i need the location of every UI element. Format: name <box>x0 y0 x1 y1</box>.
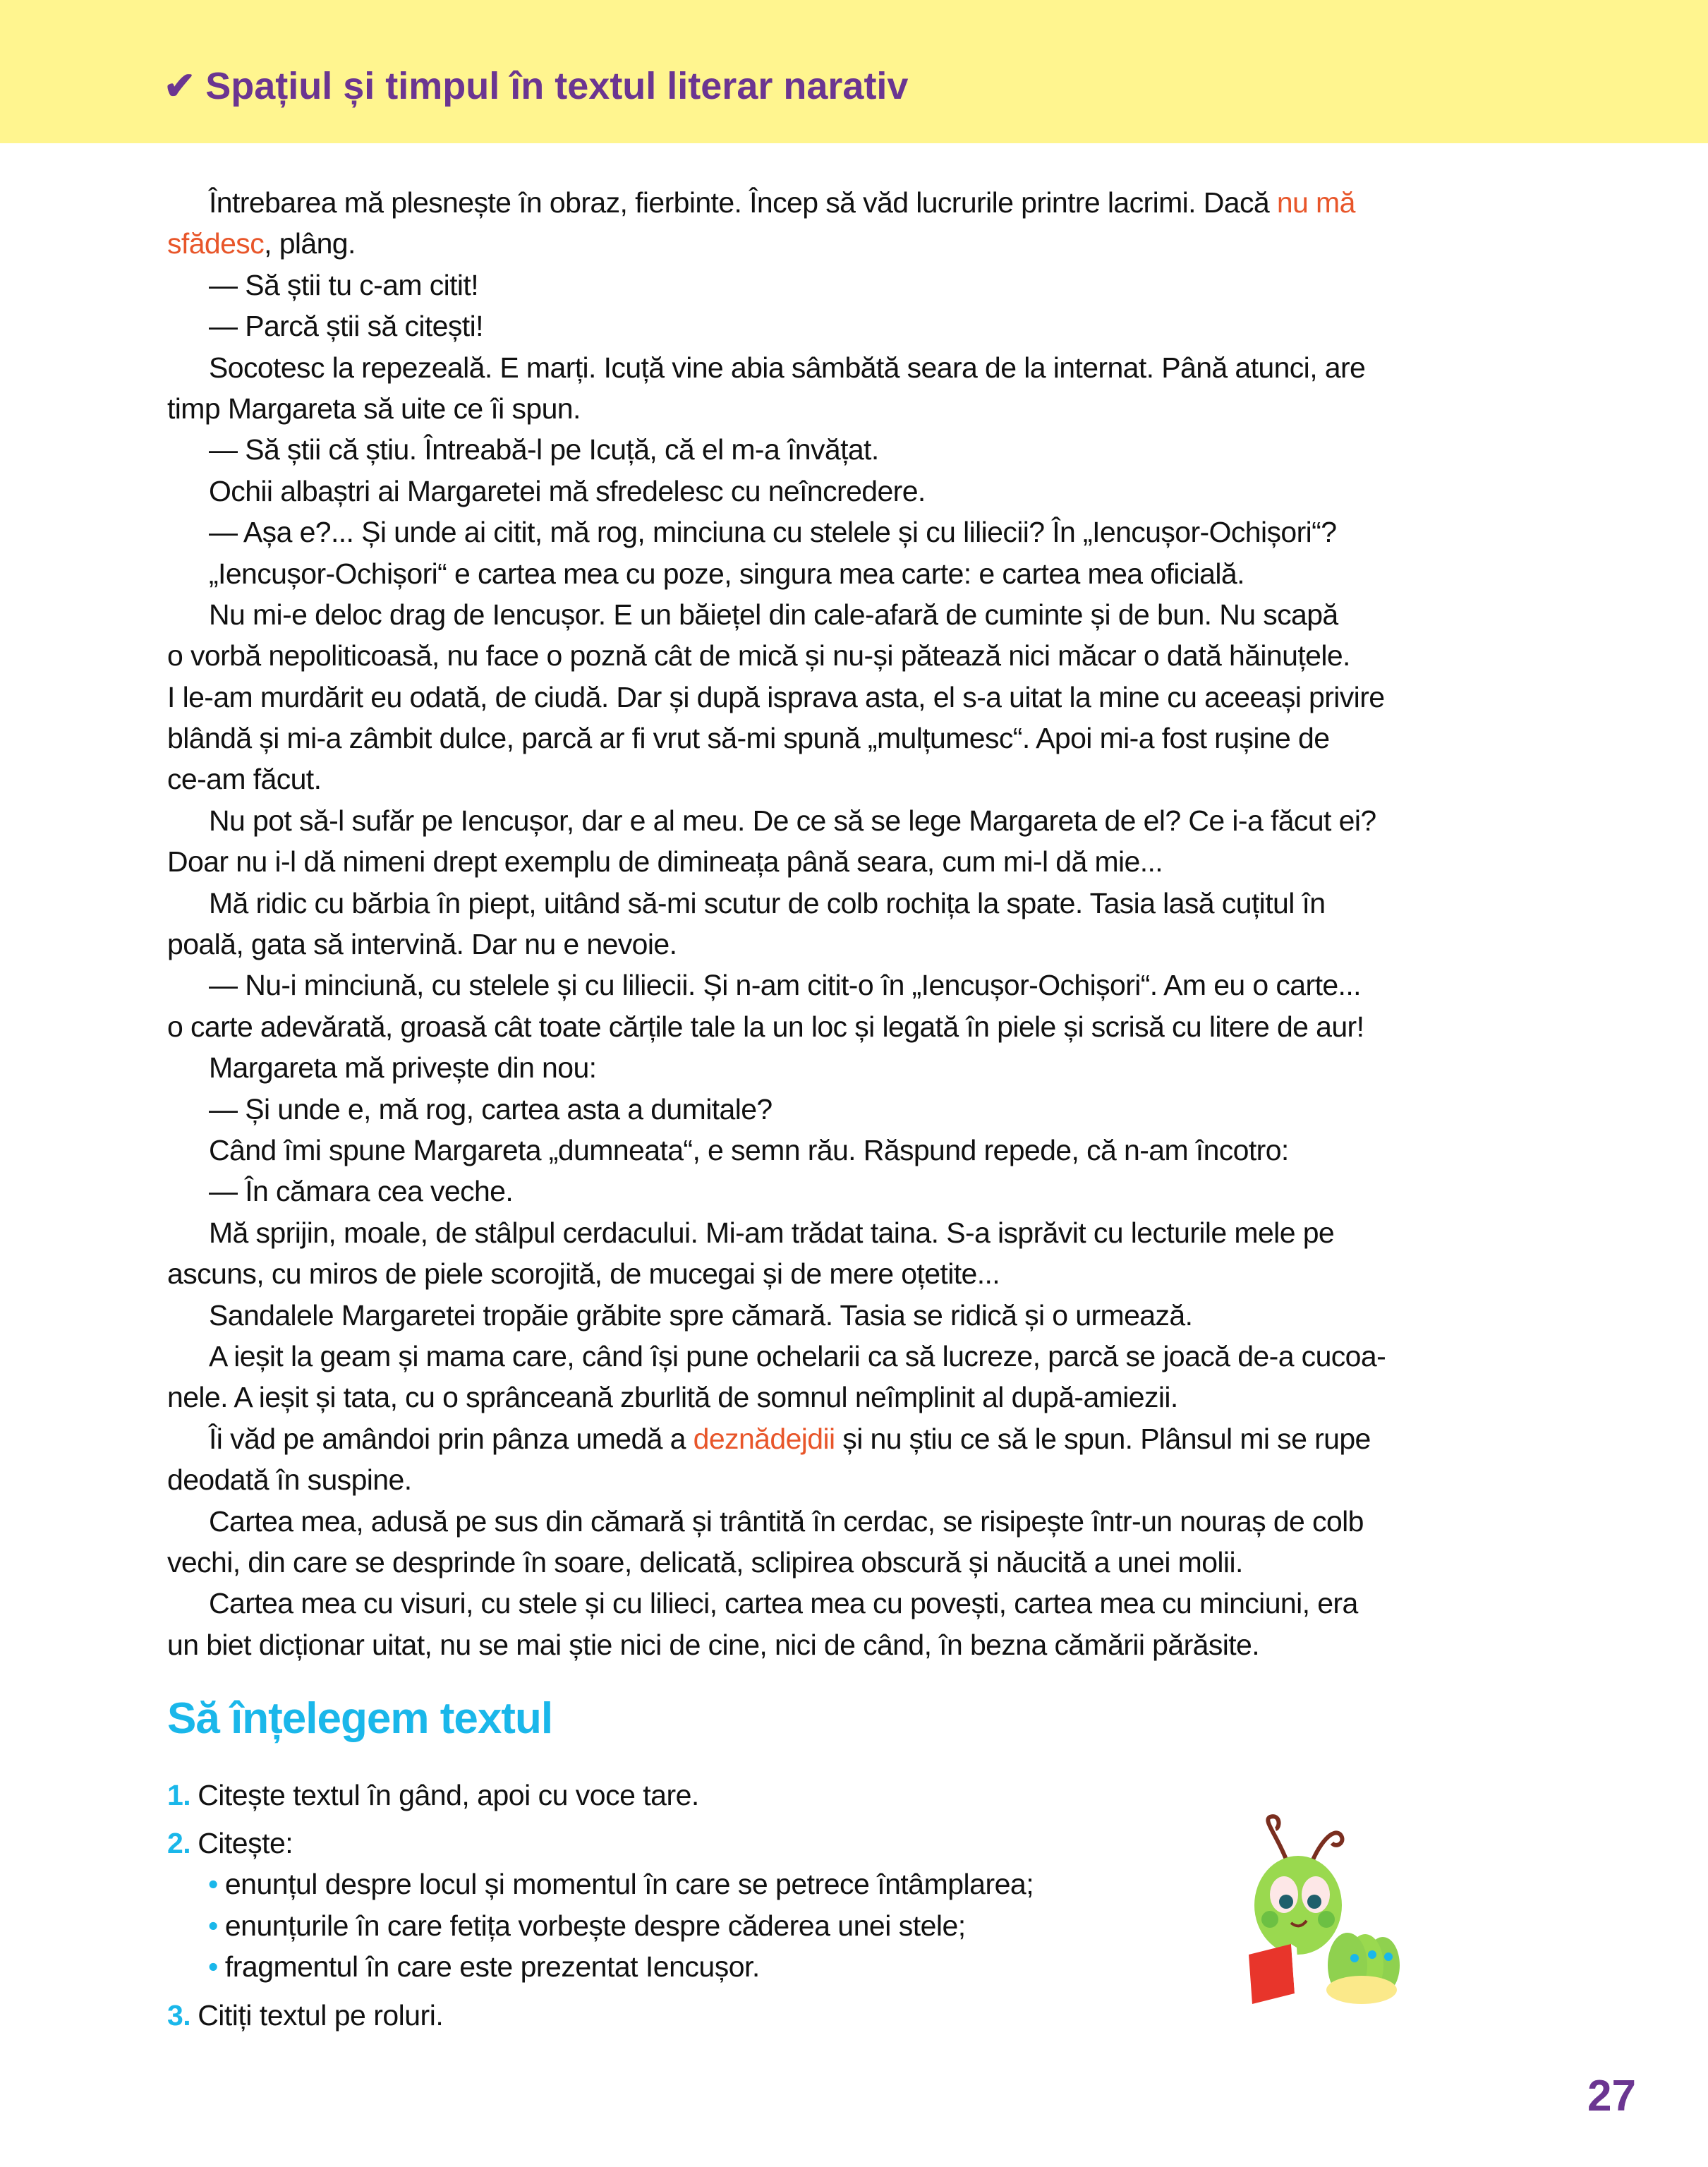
story-line <box>167 1501 1546 1542</box>
section-heading: Să înțelegem textul <box>167 1694 553 1743</box>
story-line <box>167 1171 1546 1212</box>
story-text-segment: ce-am făcut. <box>167 763 322 796</box>
story-text-segment: Când îmi spune Margareta „dumneata“, e semn rău. Răspund repede, că n-am încotro: <box>209 1133 1289 1166</box>
task-item <box>167 1995 1034 2036</box>
story-text-segment: Margareta mă privește din nou: <box>209 1051 597 1085</box>
story-text-segment: Întrebarea mă plesnește în obraz, fierbinte. Încep să văd lucrurile printre lacrimi. Dacă <box>209 186 1277 219</box>
story-text-segment: Sandalele Margaretei tropăie grăbite spre cămară. Tasia se ridică și o urmează. <box>209 1298 1193 1332</box>
story-text-segment: Mă ridic cu bărbia în piept, uitând să-mi scutur de colb rochița la spate. Tasia lasă cuțitul în <box>209 886 1326 919</box>
story-text-segment: Cartea mea cu visuri, cu stele și cu lilieci, cartea mea cu povești, cartea mea cu minciuni, era <box>209 1587 1358 1620</box>
chapter-title-text: Spațiul și timpul în textul literar narativ <box>205 65 909 107</box>
story-text-segment: Ochii albaștri ai Margaretei mă sfredelesc cu neîncredere. <box>209 474 926 507</box>
story-line <box>167 1542 1546 1583</box>
story-line <box>167 1212 1546 1253</box>
story-text-segment: Doar nu i-l dă nimeni drept exemplu de dimineața până seara, cum mi-l dă mie... <box>167 845 1163 879</box>
story-text-segment: și nu știu ce să le spun. Plânsul mi se rupe <box>835 1422 1371 1455</box>
story-line <box>167 635 1546 676</box>
story-line <box>167 1295 1546 1336</box>
story-line <box>167 1089 1546 1130</box>
story-line <box>167 883 1546 924</box>
story-text-segment: — Și unde e, mă rog, cartea asta a dumitale? <box>209 1092 773 1125</box>
story-line <box>167 265 1546 306</box>
task-list <box>167 1775 1034 2036</box>
story-line <box>167 677 1546 718</box>
story-text-segment: blândă și mi-a zâmbit dulce, parcă ar fi vrut să-mi spună „mulțumesc“. Apoi mi-a fost rușine de <box>167 722 1330 755</box>
task-number: 3. <box>167 1998 191 2032</box>
story-text-segment: Mă sprijin, moale, de stâlpul cerdacului. Mi-am trădat taina. S-a isprăvit cu lecturile mele pe <box>209 1216 1335 1249</box>
story-text-segment: timp Margareta să uite ce îi spun. <box>167 392 581 425</box>
story-text-segment: , plâng. <box>264 227 356 260</box>
task-item <box>167 1775 1034 1816</box>
story-line <box>167 1583 1546 1624</box>
story-line <box>167 471 1546 512</box>
story-text-segment: Cartea mea, adusă pe sus din cămară și trântită în cerdac, se risipește într-un nouraș de colb <box>209 1504 1364 1538</box>
story-text-segment: Socotesc la repezeală. E marți. Icuță vine abia sâmbătă seara de la internat. Până atunci, are <box>209 351 1366 384</box>
story-text-segment: poală, gata să intervină. Dar nu e nevoie. <box>167 928 677 961</box>
story-text-segment: — Parcă știi să citești! <box>209 310 483 343</box>
chapter-title <box>164 64 908 108</box>
bullet-icon: • <box>208 1909 218 1942</box>
story-text-segment: deodată în suspine. <box>167 1463 412 1497</box>
task-text: Citiți textul pe roluri. <box>198 1998 444 2032</box>
story-line <box>167 182 1546 223</box>
story-text <box>167 182 1546 1665</box>
story-text-segment: „Iencușor-Ochișori“ e cartea mea cu poze, singura mea carte: e cartea mea oficială. <box>209 557 1244 590</box>
story-text-segment: o carte adevărată, groasă cât toate cărțile tale la un loc și legată în piele și scrisă cu litere de aur! <box>167 1010 1364 1043</box>
story-text-segment: vechi, din care se desprinde în soare, delicată, sclipirea obscură și năucită a unei molii. <box>167 1545 1243 1579</box>
story-line <box>167 553 1546 594</box>
task-number: 2. <box>167 1827 191 1859</box>
story-line <box>167 429 1546 470</box>
story-line <box>167 1459 1546 1500</box>
story-line <box>167 306 1546 346</box>
story-line <box>167 924 1546 965</box>
story-text-segment: — Așa e?... Și unde ai citit, mă rog, minciuna cu stelele și cu liliecii? În „Iencușor-Ochișori“? <box>209 516 1337 549</box>
story-text-segment: A ieșit la geam și mama care, când își pune ochelarii ca să lucreze, parcă se joacă de-a cucoa- <box>209 1339 1386 1372</box>
subitem <box>167 1905 1034 1947</box>
story-line <box>167 594 1546 635</box>
highlighted-word: deznădejdii <box>693 1422 835 1455</box>
story-line <box>167 1377 1546 1418</box>
highlighted-word: sfădesc <box>167 227 265 260</box>
story-line <box>167 1418 1546 1459</box>
chapter-header <box>0 0 1708 143</box>
story-line <box>167 965 1546 1006</box>
subitem-text: enunțurile în care fetița vorbește despre căderea unei stele; <box>224 1909 966 1942</box>
story-line <box>167 1624 1546 1665</box>
checkmark-icon: ✔ <box>164 65 196 107</box>
story-line <box>167 718 1546 759</box>
subitem-text: fragmentul în care este prezentat Iencușor. <box>224 1950 760 1983</box>
story-text-segment: — Nu-i minciună, cu stelele și cu liliecii. Și n-am citit-o în „Iencușor-Ochișori“. Am eu o carte... <box>209 969 1361 1002</box>
story-line <box>167 1253 1546 1294</box>
story-text-segment: Nu mi-e deloc drag de Iencușor. E un băiețel din cale-afară de cuminte și de bun. Nu scapă <box>209 598 1338 631</box>
story-line <box>167 347 1546 388</box>
task-text: Citește textul în gând, apoi cu voce tare. <box>198 1779 699 1811</box>
story-text-segment: — Să știi tu c-am citit! <box>209 268 479 301</box>
story-line <box>167 841 1546 882</box>
story-text-segment: un biet dicționar uitat, nu se mai știe nici de cine, nici de când, în bezna cămării părăsite. <box>167 1628 1260 1661</box>
story-line <box>167 512 1546 553</box>
story-line <box>167 388 1546 429</box>
subitem <box>167 1946 1034 1988</box>
story-text-segment: Nu pot să-l sufăr pe Iencușor, dar e al meu. De ce să se lege Margareta de el? Ce i-a făcut ei? <box>209 804 1376 837</box>
story-text-segment: — În cămara cea veche. <box>209 1175 514 1208</box>
bullet-icon: • <box>208 1950 218 1983</box>
story-line <box>167 1130 1546 1171</box>
story-line <box>167 1047 1546 1088</box>
task-number: 1. <box>167 1779 191 1811</box>
highlighted-word: nu mă <box>1276 186 1355 219</box>
story-line <box>167 759 1546 799</box>
story-line <box>167 223 1546 264</box>
subitem-text: enunțul despre locul și momentul în care se petrece întâmplarea; <box>224 1868 1034 1900</box>
caterpillar-reading-illustration <box>1221 1813 1432 2025</box>
story-text-segment: Îi văd pe amândoi prin pânza umedă a <box>209 1422 694 1455</box>
task-text: Citește: <box>198 1827 293 1859</box>
bullet-icon: • <box>208 1868 218 1900</box>
subitem <box>167 1864 1034 1905</box>
story-text-segment: — Să știi că știu. Întreabă-l pe Icuță, că el m-a învățat. <box>209 433 879 466</box>
story-text-segment: o vorbă nepoliticoasă, nu face o poznă cât de mică și nu-și pătează nici măcar o dată hăinuțele. <box>167 639 1350 672</box>
story-line <box>167 1336 1546 1377</box>
story-text-segment: ascuns, cu miros de piele scorojită, de mucegai și de mere oțetite... <box>167 1257 1000 1291</box>
task-item <box>167 1823 1034 1864</box>
story-line <box>167 800 1546 841</box>
story-text-segment: nele. A ieșit și tata, cu o sprânceană zburlită de somnul neîmplinit al după-amiezii. <box>167 1381 1178 1414</box>
page-number: 27 <box>1587 2072 1636 2120</box>
story-line <box>167 1006 1546 1047</box>
story-text-segment: I le-am murdărit eu odată, de ciudă. Dar și după isprava asta, el s-a uitat la mine cu aceeași privire <box>167 680 1385 713</box>
